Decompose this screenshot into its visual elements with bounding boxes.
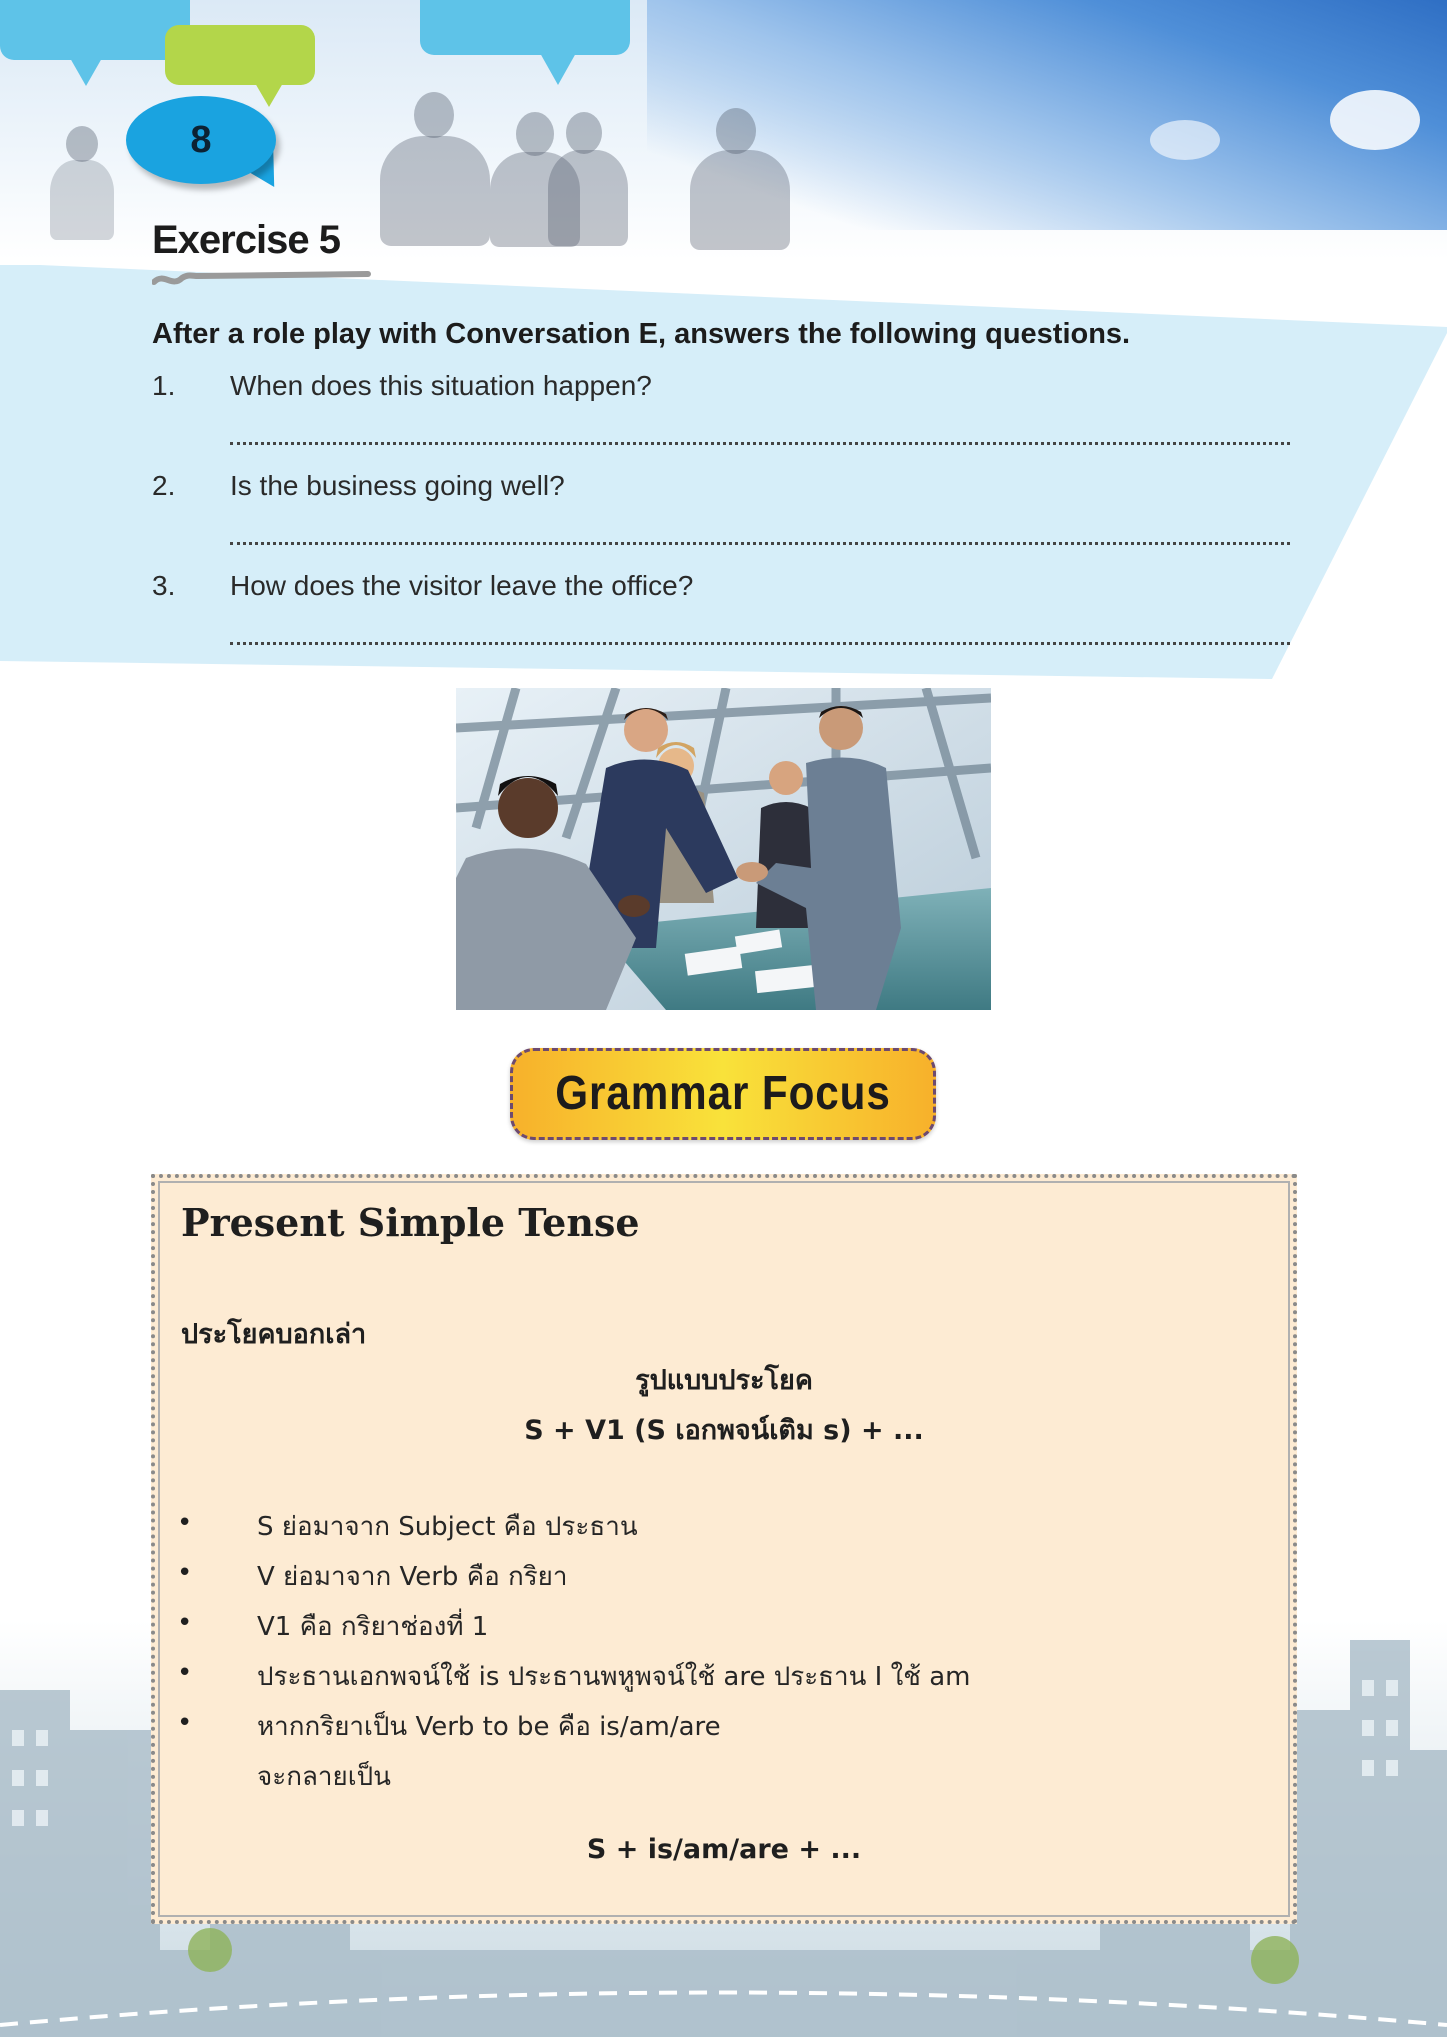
bullet-text: หากกริยาเป็น Verb to be คือ is/am/are: [257, 1712, 721, 1742]
grammar-content-box: [151, 1174, 1297, 1924]
speech-bubble-decoration: [420, 0, 630, 55]
question-item: [152, 570, 1292, 650]
bullet-text: V1 คือ กริยาช่องที่ 1: [257, 1612, 489, 1642]
silhouette-head: [66, 126, 98, 162]
bullet-marker: •: [177, 1708, 193, 1738]
silhouette-head: [516, 112, 554, 156]
silhouette-person: [690, 150, 790, 250]
question-number: 3.: [152, 570, 176, 601]
bullet-text: ประธานเอกพจน์ใช้ is ประธานพหูพจน์ใช้ are ประธาน I ใช้ am: [257, 1662, 971, 1692]
title-underline: [152, 268, 372, 290]
page-number: 8: [190, 119, 212, 161]
bullet-marker: •: [177, 1608, 193, 1638]
to-be-pattern: S + is/am/are + ...: [586, 1834, 862, 1865]
answer-line[interactable]: [230, 442, 1290, 445]
speech-bubble-decoration: [0, 0, 190, 60]
silhouette-head: [566, 112, 602, 154]
bullet-continuation: จะกลายเป็น: [257, 1762, 391, 1792]
question-text: Is the business going well?: [230, 470, 565, 501]
sentence-pattern: S + V1 (S เอกพจน์เติม s) + ...: [524, 1415, 924, 1446]
answer-line[interactable]: [230, 642, 1290, 645]
bullet-marker: •: [177, 1558, 193, 1588]
bullet-text: S ย่อมาจาก Subject คือ ประธาน: [257, 1512, 638, 1542]
grammar-focus-label: Grammar Focus: [555, 1067, 891, 1120]
silhouette-person: [50, 160, 114, 240]
question-item: [152, 470, 1292, 550]
answer-line[interactable]: [230, 542, 1290, 545]
page-number-bubble: [126, 96, 286, 188]
grammar-focus-badge: [510, 1048, 936, 1140]
cloud-shape: [1150, 120, 1220, 160]
silhouette-head: [716, 108, 756, 154]
question-item: [152, 370, 1292, 450]
bullet-marker: •: [177, 1508, 193, 1538]
silhouette-person: [548, 150, 628, 246]
pattern-label: รูปแบบประโยค: [635, 1365, 813, 1396]
cloud-shape: [1330, 90, 1420, 150]
grammar-title: Present Simple Tense: [181, 1200, 640, 1245]
silhouette-person: [380, 136, 490, 246]
bullet-marker: •: [177, 1658, 193, 1688]
question-text: When does this situation happen?: [230, 370, 652, 401]
silhouette-head: [414, 92, 454, 138]
business-handshake-photo: [456, 688, 991, 1010]
question-number: 2.: [152, 470, 176, 501]
bullet-text: V ย่อมาจาก Verb คือ กริยา: [257, 1562, 568, 1592]
exercise-instruction: After a role play with Conversation E, answers the following questions.: [152, 318, 1131, 350]
speech-bubble-decoration: [165, 25, 315, 85]
question-text: How does the visitor leave the office?: [230, 570, 694, 601]
grammar-subheading: ประโยคบอกเล่า: [181, 1319, 367, 1350]
question-number: 1.: [152, 370, 176, 401]
exercise-title: Exercise 5: [152, 218, 340, 262]
